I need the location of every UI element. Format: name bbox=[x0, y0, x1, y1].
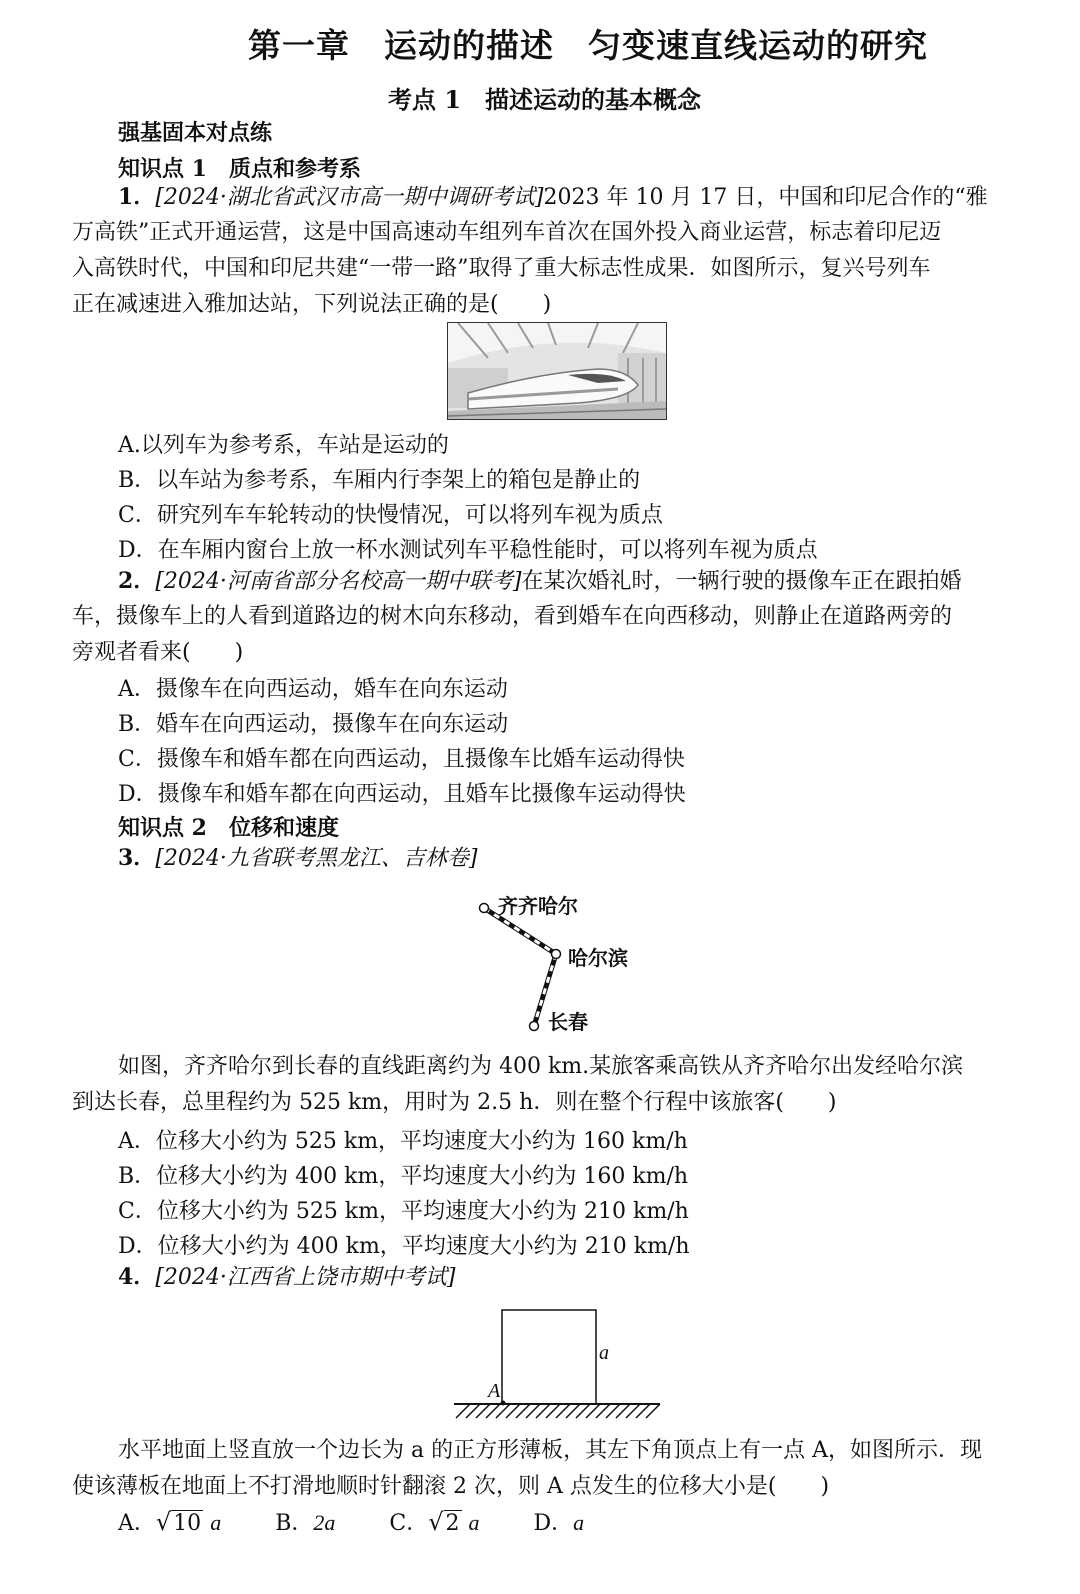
square-plate-figure bbox=[450, 1304, 670, 1424]
q1-number: 1． bbox=[118, 184, 156, 210]
q4-option-b-label: B． bbox=[275, 1511, 314, 1536]
knowledge-point-1: 知识点 1 质点和参考系 bbox=[118, 156, 361, 182]
q4-option-a bbox=[118, 1508, 228, 1536]
q3-number: 3． bbox=[118, 845, 156, 871]
section-title: 考点 1 描述运动的基本概念 bbox=[388, 85, 702, 114]
q2-source: [2024·河南省部分名校高一期中联考] bbox=[155, 569, 522, 594]
q1-option-b: B．以车站为参考系，车厢内行李架上的箱包是静止的 bbox=[118, 468, 641, 493]
q3-line3: 到达长春，总里程约为 525 km，用时为 2.5 h．则在整个行程中该旅客( ) bbox=[72, 1090, 837, 1115]
knowledge-point-2: 知识点 2 位移和速度 bbox=[118, 815, 339, 841]
practice-heading: 强基固本对点练 bbox=[118, 120, 273, 146]
q1-line2: 万高铁”正式开通运营，这是中国高速动车组列车首次在国外投入商业运营，标志着印尼迈 bbox=[72, 220, 942, 245]
train-photo bbox=[447, 322, 667, 420]
map-label-qiqihar: 齐齐哈尔 bbox=[498, 894, 578, 918]
q1-option-d: D．在车厢内窗台上放一杯水测试列车平稳性能时，可以将列车视为质点 bbox=[118, 538, 818, 563]
q4-option-a-label: A． bbox=[118, 1511, 156, 1536]
q4-option-b-value: 2a bbox=[313, 1510, 336, 1535]
q3-option-b: B．位移大小约为 400 km，平均速度大小约为 160 km/h bbox=[118, 1164, 689, 1189]
q4-line1 bbox=[118, 1260, 455, 1295]
q3-option-c: C．位移大小约为 525 km，平均速度大小约为 210 km/h bbox=[118, 1199, 689, 1224]
q3-line2: 如图，齐齐哈尔到长春的直线距离约为 400 km.某旅客乘高铁从齐齐哈尔出发经哈尔滨 bbox=[118, 1054, 964, 1079]
q3-option-a: A．位移大小约为 525 km，平均速度大小约为 160 km/h bbox=[118, 1129, 688, 1154]
q1-text-1: 2023 年 10 月 17 日，中国和印尼合作的“雅 bbox=[543, 185, 988, 210]
q2-option-a: A．摄像车在向西运动，婚车在向东运动 bbox=[118, 677, 508, 702]
q4-option-d-value: a bbox=[573, 1510, 585, 1535]
q4-option-c bbox=[389, 1508, 486, 1536]
fig-label-point-a: A bbox=[488, 1380, 501, 1402]
q2-line2: 车，摄像车上的人看到道路边的树木向东移动，看到婚车在向西移动，则静止在道路两旁的 bbox=[72, 604, 953, 629]
q1-source: [2024·湖北省武汉市高一期中调研考试] bbox=[155, 185, 544, 210]
sqrt-sign: √ bbox=[428, 1508, 444, 1536]
chapter-title: 第一章 运动的描述 匀变速直线运动的研究 bbox=[248, 26, 928, 65]
q4-line3: 使该薄板在地面上不打滑地顺时针翻滚 2 次，则 A 点发生的位移大小是( ) bbox=[72, 1474, 830, 1499]
q2-number: 2． bbox=[118, 568, 156, 594]
q4-line2: 水平地面上竖直放一个边长为 a 的正方形薄板，其左下角顶点上有一点 A，如图所示．现 bbox=[118, 1438, 982, 1463]
q4-option-d bbox=[534, 1511, 585, 1536]
q4-option-c-radicand: 2 bbox=[445, 1511, 460, 1536]
q4-option-a-radicand: 10 bbox=[173, 1511, 202, 1536]
q1-option-a: A.以列车为参考系，车站是运动的 bbox=[118, 433, 449, 458]
q1-line4: 正在减速进入雅加达站，下列说法正确的是( ) bbox=[72, 292, 552, 317]
q1-option-c: C．研究列车车轮转动的快慢情况，可以将列车视为质点 bbox=[118, 503, 663, 528]
train-illustration bbox=[448, 323, 666, 419]
q2-text-1: 在某次婚礼时，一辆行驶的摄像车正在跟拍婚 bbox=[521, 569, 962, 594]
q2-option-d: D．摄像车和婚车都在向西运动，且婚车比摄像车运动得快 bbox=[118, 782, 686, 807]
q1-line1 bbox=[118, 180, 988, 215]
q3-option-d: D．位移大小约为 400 km，平均速度大小约为 210 km/h bbox=[118, 1234, 690, 1259]
q2-line3: 旁观者看来( ) bbox=[72, 640, 244, 665]
q4-number: 4． bbox=[118, 1264, 156, 1290]
q4-option-b bbox=[275, 1511, 342, 1536]
q4-source: [2024·江西省上饶市期中考试] bbox=[155, 1265, 456, 1290]
map-label-changchun: 长春 bbox=[548, 1010, 588, 1034]
q4-option-c-label: C． bbox=[389, 1511, 429, 1536]
map-label-harbin: 哈尔滨 bbox=[568, 946, 628, 970]
q2-option-b: B．婚车在向西运动，摄像车在向东运动 bbox=[118, 712, 509, 737]
fig-label-side-a: a bbox=[599, 1342, 609, 1364]
q3-line1 bbox=[118, 841, 477, 876]
q2-option-c: C．摄像车和婚车都在向西运动，且摄像车比婚车运动得快 bbox=[118, 747, 685, 772]
q4-option-c-var: a bbox=[468, 1510, 480, 1535]
q4-option-d-label: D． bbox=[533, 1511, 574, 1536]
q3-source: [2024·九省联考黑龙江、吉林卷] bbox=[155, 846, 478, 871]
q1-line3: 入高铁时代，中国和印尼共建“一带一路”取得了重大标志性成果．如图所示，复兴号列车 bbox=[72, 256, 931, 281]
q4-options bbox=[118, 1506, 584, 1537]
sqrt-sign: √ bbox=[155, 1508, 172, 1536]
q2-line1 bbox=[118, 564, 961, 599]
q4-option-a-var: a bbox=[210, 1510, 222, 1535]
